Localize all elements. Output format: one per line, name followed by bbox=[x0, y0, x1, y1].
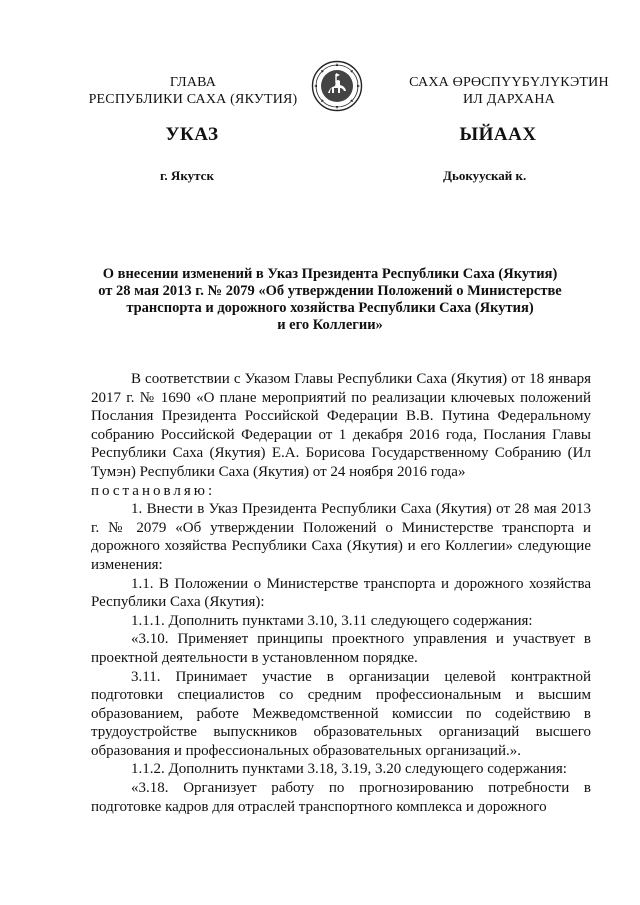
city-right: Дьокуускай к. bbox=[443, 168, 527, 183]
document-title bbox=[90, 266, 570, 334]
title-line: О внесении изменений в Указ Президента Республики Саха (Якутия) bbox=[102, 266, 558, 282]
title-line: от 28 мая 2013 г. № 2079 «Об утверждении Положений о Министерстве bbox=[98, 283, 562, 299]
coat-of-arms-icon bbox=[311, 60, 363, 112]
document-body bbox=[91, 370, 591, 816]
header-right-line1: САХА ӨРӨСПҮҮБҮЛҮКЭТИН bbox=[409, 75, 609, 90]
paragraph-1-1-1: 1.1.1. Дополнить пунктами 3.10, 3.11 следующего содержания: bbox=[131, 612, 533, 629]
doc-type-right: ЫЙААХ bbox=[459, 124, 537, 145]
paragraph-3-18: «3.18. Организует работу по прогнозированию потребности в подготовке кадров для отраслей транспортного комплекса и дорожного bbox=[91, 780, 591, 815]
paragraph-1: 1. Внести в Указ Президента Республики Саха (Якутия) от 28 мая 2013 г. № 2079 «Об утверждении Положений о Министерстве транспорта и дорожного хозяйства Республики Саха (Якутия) и его Коллегии» следующие изменения: bbox=[91, 501, 591, 573]
paragraph-intro: В соответствии с Указом Главы Республики Саха (Якутия) от 18 января 2017 г. № 1690 «О плане мероприятий по реализации ключевых положений Послания Президента Российской Федерации В.В. Путина Федеральному собранию Российской Федерации от 1 декабря 2016 года, Послания Главы Республики Саха (Якутия) Е.А. Борисова Государственному Собранию (Ил Тумэн) Республики Саха (Якутия) от 24 ноября 2016 года» bbox=[91, 371, 591, 480]
title-line: и его Коллегии» bbox=[277, 317, 383, 333]
paragraph-1-1: 1.1. В Положении о Министерстве транспорта и дорожного хозяйства Республики Саха (Якутия): bbox=[91, 575, 591, 611]
header-right bbox=[384, 74, 634, 108]
paragraph-3-11: 3.11. Принимает участие в организации целевой контрактной подготовки специалистов со средним профессиональным и высшим образованием, работе Межведомственной комиссии по содействию в трудоустройстве выпускников образовательных организаций высшего образования и профессиональных образовательных организаций.». bbox=[91, 668, 591, 759]
header-left-line1: ГЛАВА bbox=[169, 75, 217, 90]
city-left: г. Якутск bbox=[160, 168, 214, 183]
doc-type-left: УКАЗ bbox=[165, 124, 219, 145]
paragraph-1-1-2: 1.1.2. Дополнить пунктами 3.18, 3.19, 3.20 следующего содержания: bbox=[131, 761, 567, 778]
header-left bbox=[78, 74, 308, 108]
header-left-line2: РЕСПУБЛИКИ САХА (ЯКУТИЯ) bbox=[88, 92, 298, 107]
title-line: транспорта и дорожного хозяйства Республики Саха (Якутия) bbox=[126, 300, 534, 316]
decree-word: постановляю: bbox=[91, 482, 216, 499]
header-right-line2: ИЛ ДАРХАНА bbox=[462, 92, 555, 107]
paragraph-3-10: «3.10. Применяет принципы проектного управления и участвует в проектной деятельности в установленном порядке. bbox=[91, 631, 591, 666]
